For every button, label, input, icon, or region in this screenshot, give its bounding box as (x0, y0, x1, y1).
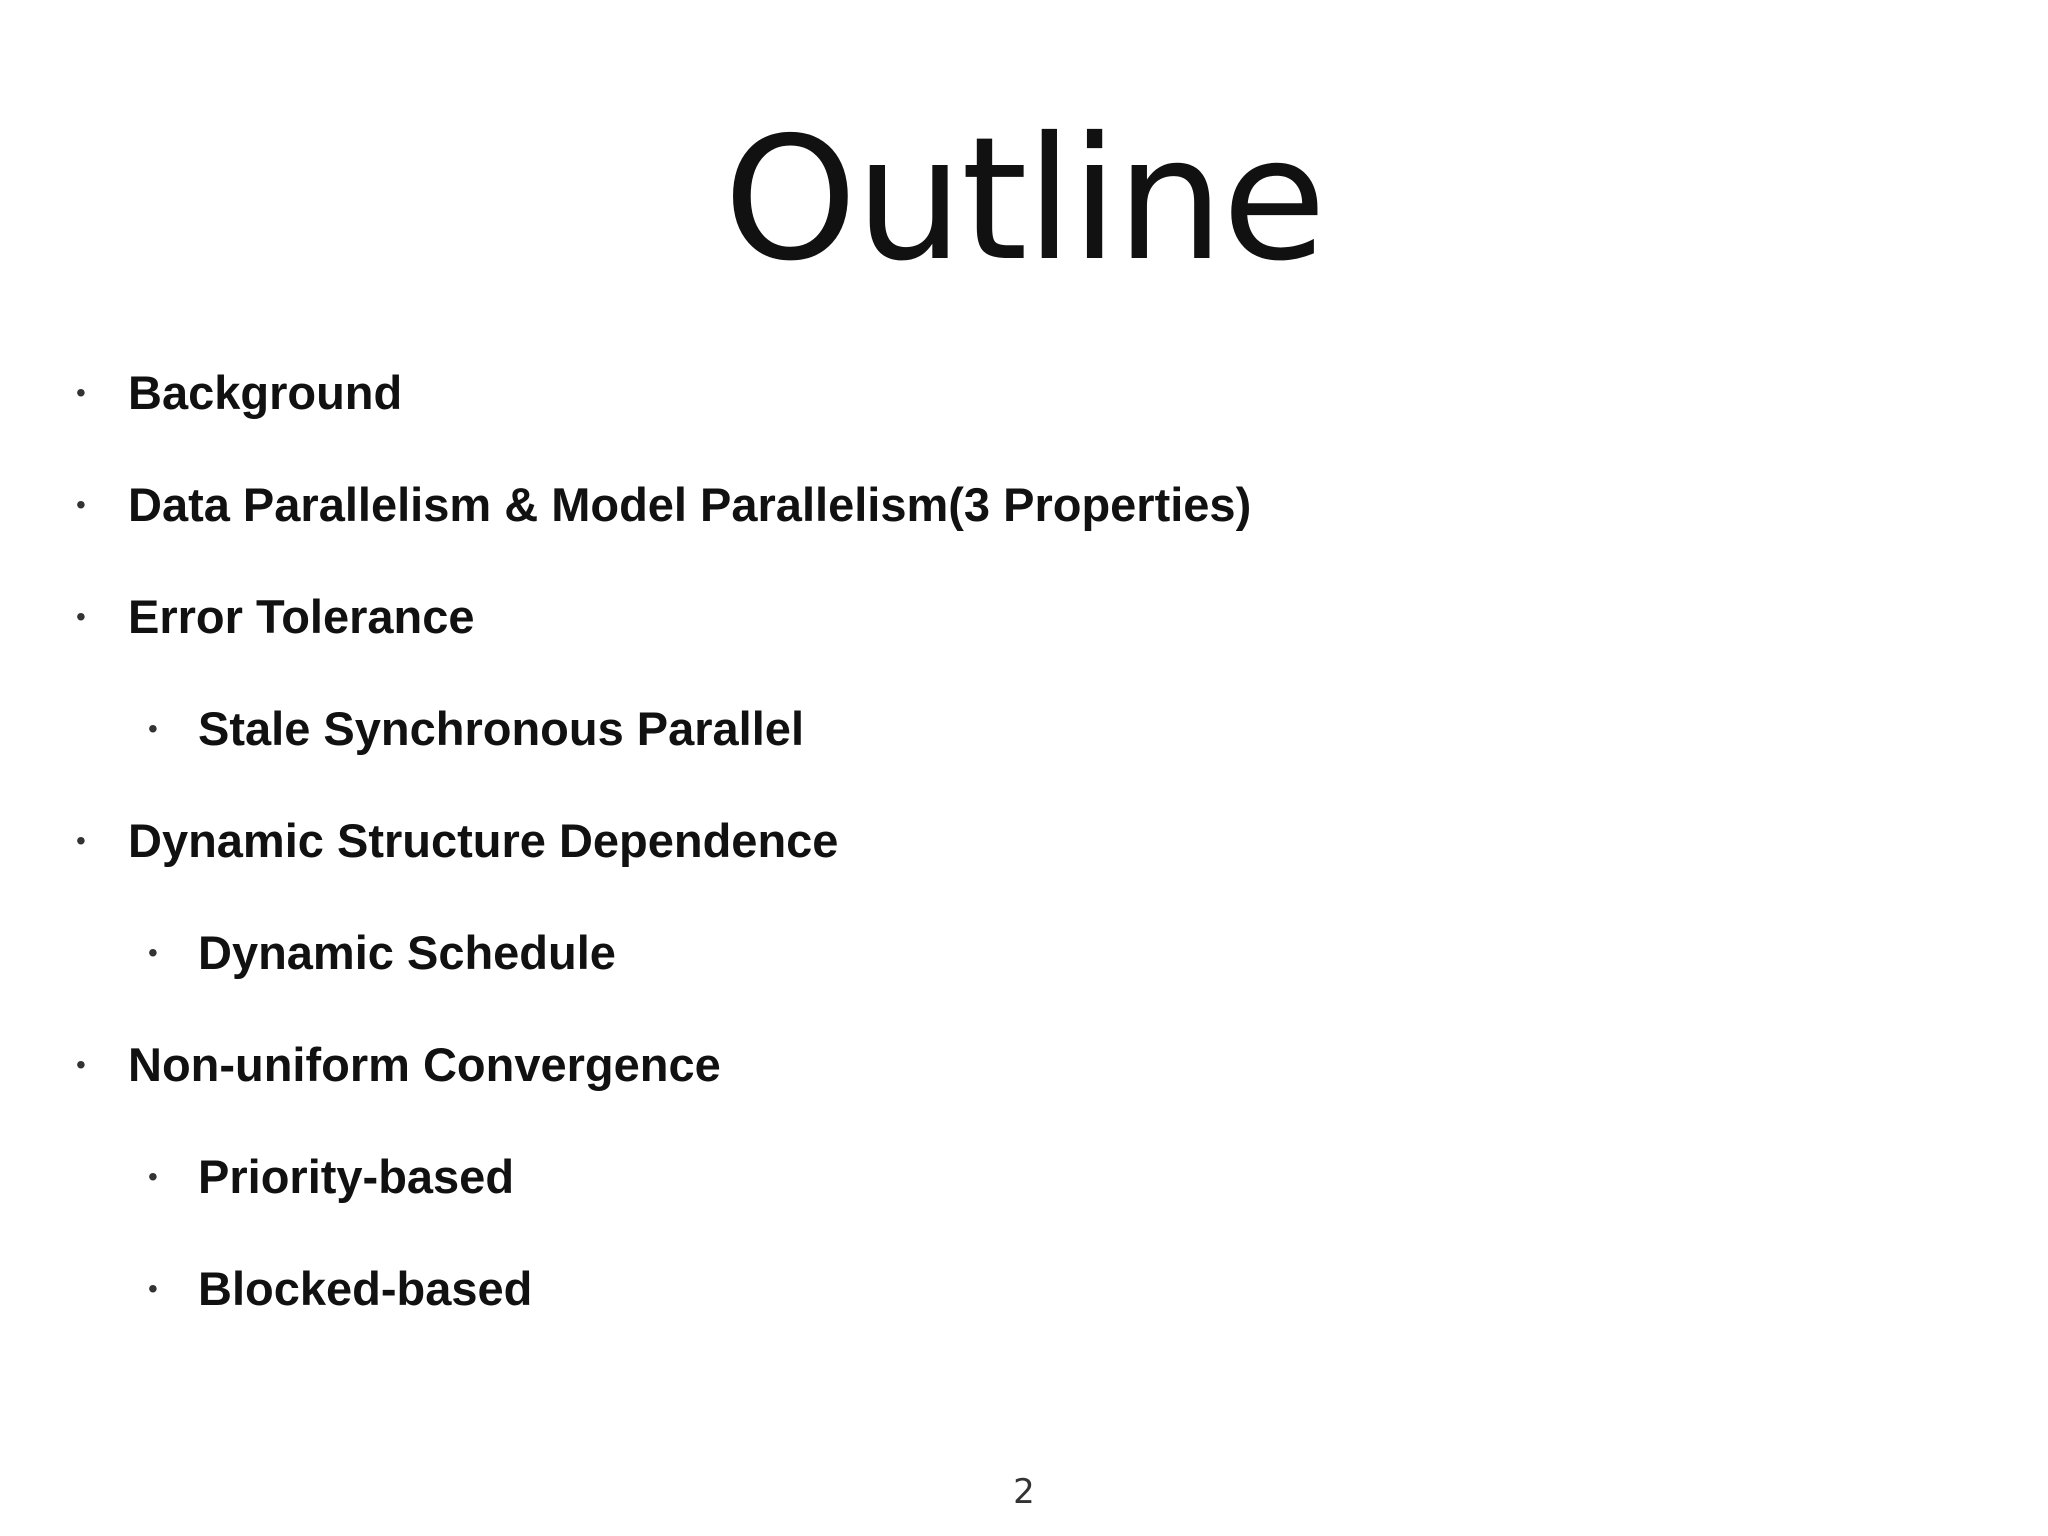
outline-subitem-stale-synchronous-parallel (148, 699, 804, 759)
outline-item-data-model-parallelism (76, 475, 1252, 535)
slide-title: Outline (723, 101, 1325, 299)
outline-item-label: Background (128, 366, 403, 419)
outline-item-label: Priority-based (198, 1150, 515, 1203)
outline-item-label: Error Tolerance (128, 590, 475, 643)
bullet-icon: • (148, 713, 158, 744)
bullet-icon: • (76, 489, 86, 520)
outline-item-error-tolerance (76, 587, 475, 647)
outline-item-label: Blocked-based (198, 1262, 533, 1315)
bullet-icon: • (76, 1049, 86, 1080)
outline-item-label: Non-uniform Convergence (128, 1038, 721, 1091)
bullet-icon: • (148, 937, 158, 968)
outline-item-dynamic-structure-dependence (76, 811, 839, 871)
outline-item-non-uniform-convergence (76, 1035, 721, 1095)
outline-subitem-dynamic-schedule (148, 923, 616, 983)
bullet-icon: • (76, 377, 86, 408)
outline-item-label: Dynamic Structure Dependence (128, 814, 839, 867)
outline-item-label: Dynamic Schedule (198, 926, 616, 979)
outline-item-background (76, 363, 403, 423)
bullet-icon: • (148, 1273, 158, 1304)
outline-item-label: Stale Synchronous Parallel (198, 702, 804, 755)
outline-subitem-priority-based (148, 1147, 515, 1207)
bullet-icon: • (76, 825, 86, 856)
bullet-icon: • (148, 1161, 158, 1192)
outline-subitem-blocked-based (148, 1259, 533, 1319)
page-number: 2 (1013, 1472, 1035, 1512)
outline-item-label: Data Parallelism & Model Parallelism(3 Properties) (128, 478, 1252, 531)
bullet-icon: • (76, 601, 86, 632)
